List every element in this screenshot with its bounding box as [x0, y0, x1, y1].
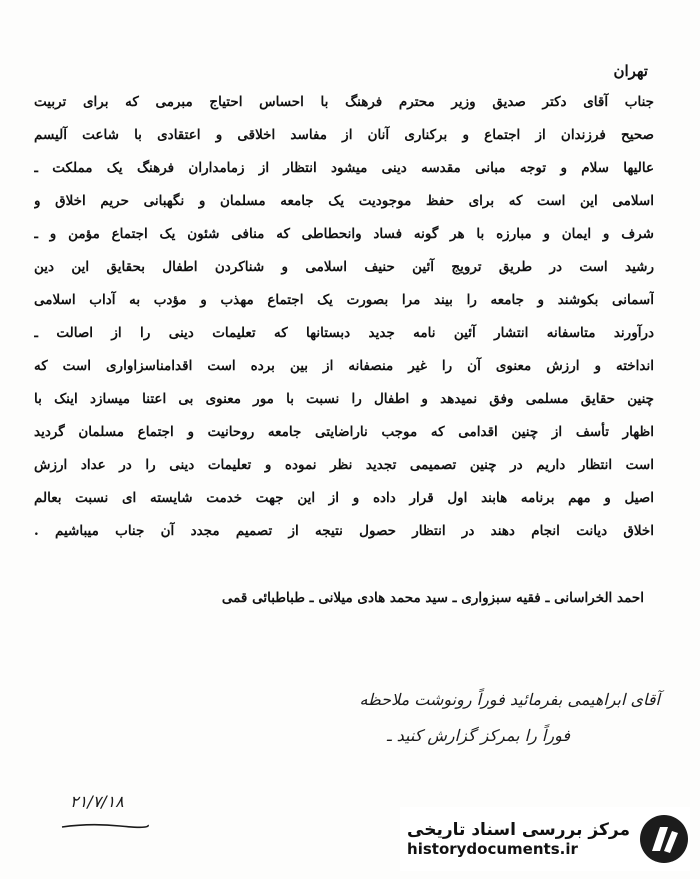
date-underline	[60, 822, 150, 830]
body-line: درآورند متاسفانه انتشار آئین نامه جدید دبستانها که تعلیمات دینی را از اصالت ـ	[34, 325, 654, 341]
letter-body	[34, 86, 654, 548]
body-line: شرف و ایمان و مبارزه با هر گونه فساد وانحطاطی که منافی شئون یک اجتماع مؤمن و ـ	[34, 226, 654, 242]
body-line: است انتظار داریم در چنین تصمیمی تجدید نظر نموده و تعلیمات دینی را در عداد ارزش	[34, 457, 654, 473]
body-line: اصیل و مهم برنامه هابند اول قرار داده و از این جهت خدمت شایسته ای نسبت بعالم	[34, 490, 654, 506]
body-line: صحیح فرزندان از اجتماع و برکناری آنان از مفاسد اخلاقی و اعتقادی با شاعت آلیسم	[34, 127, 654, 143]
handwritten-line: آقای ابراهیمی بفرمائید فوراً رونوشت ملاحظه	[359, 690, 660, 709]
body-line: جناب آقای دکتر صدیق وزیر محترم فرهنگ با احساس احتیاج مبرمی که برای تربیت	[34, 94, 654, 110]
handwritten-date: ۲۱/۷/۱۸	[70, 792, 124, 811]
watermark-title: مرکز بررسی اسناد تاریخی	[407, 820, 630, 840]
body-line: انداخته و ارزش معنوی آن را غیر منصفانه از بین برده است اقدامناسزاواری است که	[34, 358, 654, 374]
letter-heading: تهران	[613, 62, 648, 80]
archive-watermark	[400, 807, 690, 871]
handwritten-note	[100, 682, 660, 754]
watermark-url: historydocuments.ir	[407, 840, 578, 858]
body-line: اظهار تأسف از چنین اقدامی که موجب ناراضایتی جامعه روحانیت و اجتماع مسلمان گردید	[34, 424, 654, 440]
body-line: رشید است در طریق ترویج آئین حنیف اسلامی و شناکردن اطفال بحقایق این دین	[34, 259, 654, 275]
body-line: اخلاق دیانت انجام دهند در انتظار حصول نتیجه از تصمیم مجدد آن جناب میباشیم .	[34, 523, 654, 539]
handwritten-line: فوراً را بمرکز گزارش کنید ـ	[386, 726, 570, 745]
signatories-line: احمد الخراسانی ـ فقیه سبزواری ـ سید محمد هادی میلانی ـ طباطبائی قمی	[221, 590, 644, 606]
body-line: عالیها سلام و توجه مبانی مقدسه دینی میشود انتظار از زمامداران فرهنگ یک مملکت ـ	[34, 160, 654, 176]
body-line: چنین حقایق مسلمی وفق نمیدهد و اطفال را نسبت با مور معنوی بی اعتنا میسازد اینک با	[34, 391, 654, 407]
body-line: آسمانی بکوشند و جامعه را بیند مرا بصورت یک اجتماع مهذب و مؤدب به آداب اسلامی	[34, 292, 654, 308]
archive-logo-icon	[638, 813, 690, 865]
body-line: اسلامی این است که برای حفظ موجودیت یک جامعه مسلمان و نگهبانی حریم اخلاق و	[34, 193, 654, 209]
